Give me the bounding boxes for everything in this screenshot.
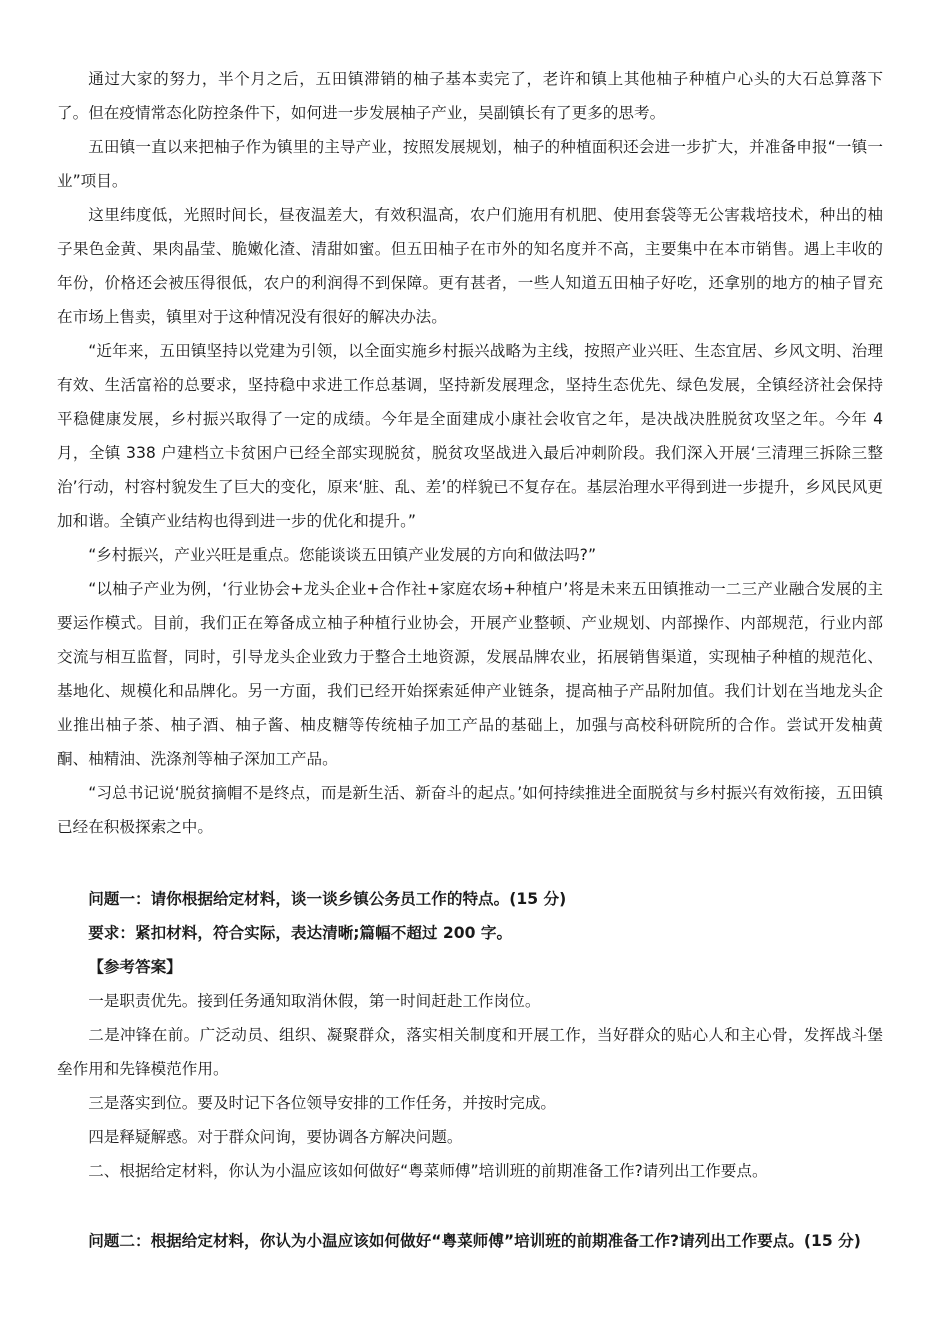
material-paragraph: 五田镇一直以来把柚子作为镇里的主导产业，按照发展规划，柚子的种植面积还会进一步扩大，并准备申报“一镇一业”项目。 xyxy=(57,138,883,190)
material-paragraph: “近年来，五田镇坚持以党建为引领，以全面实施乡村振兴战略为主线，按照产业兴旺、生态宜居、乡风文明、治理有效、生活富裕的总要求，坚持稳中求进工作总基调，坚持新发展理念，坚持生态优先、绿色发展，全镇经济社会保持平稳健康发展，乡村振兴取得了一定的成绩。今年是全面建成小康社会收官之年，是决战决胜脱贫攻坚之年。今年 4 月，全镇 338 户建档立卡贫困户已经全部实现脱贫，脱贫攻坚战进入最后冲刺阶段。我们深入开展‘三清理三拆除三整治’行动，村容村貌发生了巨大的变化，原来‘脏、乱、差’的样貌已不复存在。基层治理水平得到进一步提升，乡风民风更加和谐。全镇产业结构也得到进一步的优化和提升。” xyxy=(57,342,883,530)
material-paragraph: 通过大家的努力，半个月之后，五田镇滞销的柚子基本卖完了，老许和镇上其他柚子种植户心头的大石总算落下了。但在疫情常态化防控条件下，如何进一步发展柚子产业，吴副镇长有了更多的思考。 xyxy=(57,70,883,122)
material-paragraph: “习总书记说‘脱贫摘帽不是终点，而是新生活、新奋斗的起点。’如何持续推进全面脱贫与乡村振兴有效衔接，五田镇已经在积极探索之中。 xyxy=(57,784,883,836)
material-paragraph: 这里纬度低，光照时间长，昼夜温差大，有效积温高，农户们施用有机肥、使用套袋等无公害栽培技术，种出的柚子果色金黄、果肉晶莹、脆嫩化渣、清甜如蜜。但五田柚子在市外的知名度并不高，主要集中在本市销售。遇上丰收的年份，价格还会被压得很低，农户的利润得不到保障。更有甚者，一些人知道五田柚子好吃，还拿别的地方的柚子冒充在市场上售卖，镇里对于这种情况没有很好的解决办法。 xyxy=(57,206,883,326)
question-one-title: 问题一：请你根据给定材料，谈一谈乡镇公务员工作的特点。(15 分) xyxy=(88,890,567,908)
question-two-title: 问题二：根据给定材料，你认为小温应该如何做好“粤菜师傅”培训班的前期准备工作?请列出工作要点。(15 分) xyxy=(88,1232,861,1250)
answer-item: 三是落实到位。要及时记下各位领导安排的工作任务，并按时完成。 xyxy=(88,1094,557,1112)
material-paragraph: “以柚子产业为例，‘行业协会+龙头企业+合作社+家庭农场+种植户’将是未来五田镇推动一二三产业融合发展的主要运作模式。目前，我们正在筹备成立柚子种植行业协会，开展产业整顿、产业规划、内部操作、内部规范，行业内部交流与相互监督，同时，引导龙头企业致力于整合土地资源，发展品牌农业，拓展销售渠道，实现柚子种植的规范化、基地化、规模化和品牌化。另一方面，我们已经开始探索延伸产业链条，提高柚子产品附加值。我们计划在当地龙头企业推出柚子茶、柚子酒、柚子酱、柚皮糖等传统柚子加工产品的基础上，加强与高校科研院所的合作。尝试开发柚黄酮、柚精油、洗涤剂等柚子深加工产品。 xyxy=(57,580,883,768)
material-paragraph: “乡村振兴，产业兴旺是重点。您能谈谈五田镇产业发展的方向和做法吗?” xyxy=(88,546,597,564)
section-spacer xyxy=(57,844,883,882)
answer-item: 四是释疑解惑。对于群众问询，要协调各方解决问题。 xyxy=(88,1128,463,1146)
answer-heading: 【参考答案】 xyxy=(88,958,182,976)
answer-item: 二是冲锋在前。广泛动员、组织、凝聚群众，落实相关制度和开展工作，当好群众的贴心人和主心骨，发挥战斗堡垒作用和先锋模范作用。 xyxy=(57,1026,883,1078)
question-one-requirement: 要求：紧扣材料，符合实际，表达清晰;篇幅不超过 200 字。 xyxy=(88,924,513,942)
answer-item: 二、根据给定材料，你认为小温应该如何做好“粤菜师傅”培训班的前期准备工作?请列出工作要点。 xyxy=(88,1162,768,1180)
answer-item: 一是职责优先。接到任务通知取消休假，第一时间赶赴工作岗位。 xyxy=(88,992,541,1010)
section-spacer xyxy=(57,1188,883,1224)
document-page xyxy=(57,62,883,1258)
